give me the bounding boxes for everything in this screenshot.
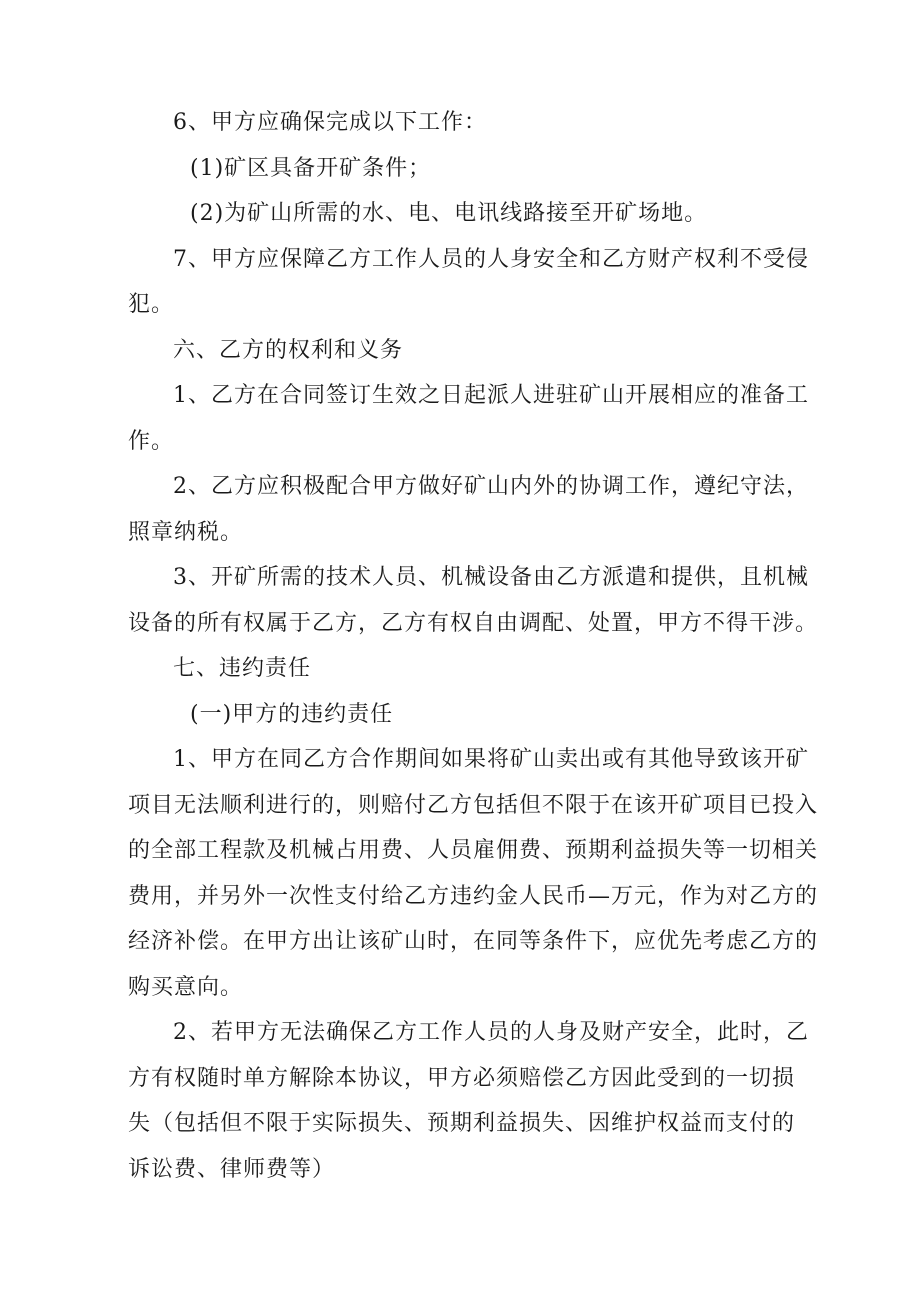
text-line: 七、违约责任 <box>173 656 312 681</box>
text-line: (2)为矿山所需的水、电、电讯线路接至开矿场地。 <box>190 201 708 226</box>
text-line: 1、甲方在同乙方合作期间如果将矿山卖出或有其他导致该开矿 <box>173 747 809 772</box>
text-line: 1、乙方在合同签订生效之日起派人进驻矿山开展相应的准备工 <box>173 383 809 408</box>
text-line: 2、若甲方无法确保乙方工作人员的人身及财产安全，此时，乙 <box>173 1020 809 1045</box>
text-line: (一)甲方的违约责任 <box>190 701 394 727</box>
text-line: 3、开矿所需的技术人员、机械设备由乙方派遣和提供，且机械 <box>173 565 809 590</box>
text-line: 6、甲方应确保完成以下工作： <box>173 110 487 135</box>
text-line: 照章纳税。 <box>128 519 244 545</box>
text-line: 7、甲方应保障乙方工作人员的人身安全和乙方财产权利不受侵 <box>173 246 809 272</box>
text-line: 作。 <box>128 428 175 454</box>
text-line: 项目无法顺利进行的，则赔付乙方包括但不限于在该开矿项目已投入 <box>128 792 819 818</box>
text-line: (1)矿区具备开矿条件； <box>190 155 432 181</box>
document-body <box>128 100 819 1192</box>
text-line: 方有权随时单方解除本协议，甲方必须赔偿乙方因此受到的一切损 <box>128 1065 796 1091</box>
text-line: 购买意向。 <box>128 974 244 1000</box>
text-line: 犯。 <box>128 292 175 317</box>
text-line: 2、乙方应积极配合甲方做好矿山内外的协调工作，遵纪守法， <box>173 474 809 499</box>
text-line: 诉讼费、律师费等） <box>128 1156 336 1182</box>
text-line: 失（包括但不限于实际损失、预期利益损失、因维护权益而支付的 <box>128 1111 796 1136</box>
text-line: 的全部工程款及机械占用费、人员雇佣费、预期利益损失等一切相关 <box>128 838 819 863</box>
text-line: 设备的所有权属于乙方，乙方有权自由调配、处置，甲方不得干涉。 <box>128 610 819 636</box>
text-line: 经济补偿。在甲方出让该矿山时，在同等条件下，应优先考虑乙方的 <box>128 929 819 954</box>
text-line: 费用，并另外一次性支付给乙方违约金人民币—万元，作为对乙方的 <box>128 883 819 909</box>
text-line: 六、乙方的权利和义务 <box>173 337 404 363</box>
